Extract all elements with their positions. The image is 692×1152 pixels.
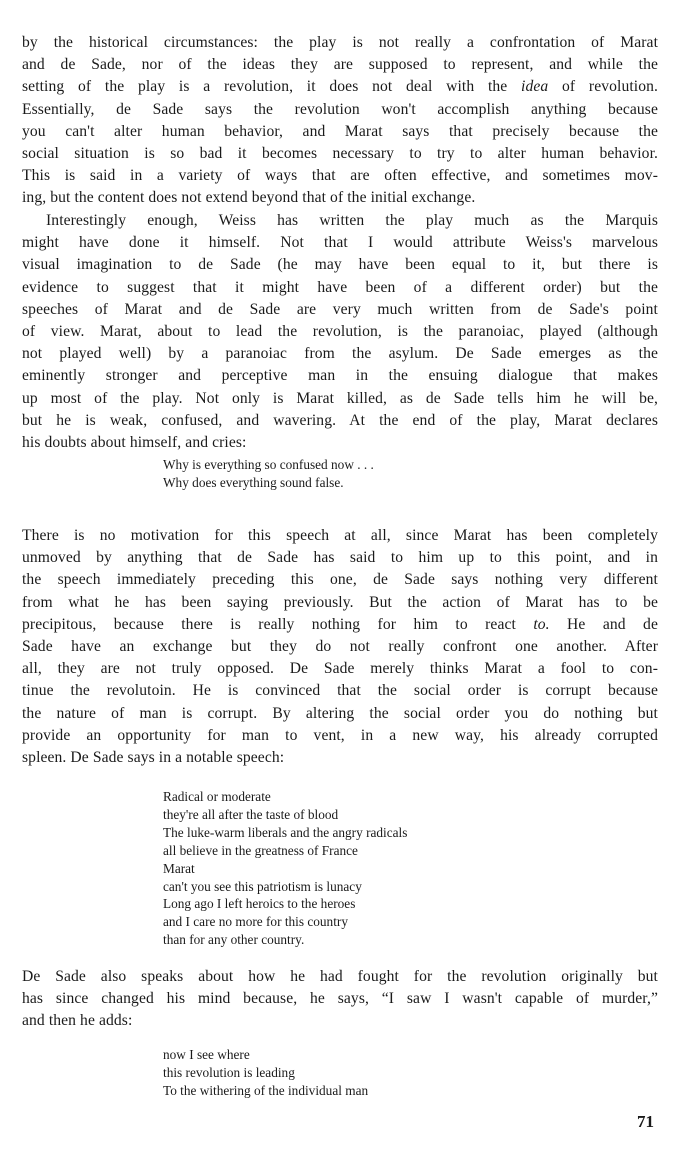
quote-line: Radical or moderate <box>163 789 271 804</box>
text-line: but he is weak, confused, and wavering. At the end of the play, Marat declares <box>22 411 658 429</box>
block-quote-1 <box>163 456 374 492</box>
text-line: from what he has been saying previously. But the action of Marat has to be <box>22 593 658 611</box>
text-line: and de Sade, nor of the ideas they are supposed to represent, and while the <box>22 56 658 74</box>
text-line: De Sade also speaks about how he had fought for the revolution originally but <box>22 968 658 985</box>
text-line: visual imagination to de Sade (he may have been equal to it, but there is <box>22 256 658 274</box>
quote-line: this revolution is leading <box>163 1064 295 1080</box>
text-line: has since changed his mind because, he says, “I saw I wasn't capable of murder,” <box>22 990 658 1008</box>
text-line: not played well) by a paranoiac from the asylum. De Sade emerges as the <box>22 345 658 363</box>
text-line: social situation is so bad it becomes necessary to try to alter human behavior. <box>22 145 658 163</box>
text-line: of view. Marat, about to lead the revolution, is the paranoiac, played (although <box>22 323 658 341</box>
text-line: unmoved by anything that de Sade has said to him up to this point, and in <box>22 549 658 567</box>
text-line: tinue the revolutoin. He is convinced that the social order is corrupt because <box>22 682 658 700</box>
quote-line: Marat <box>163 860 195 876</box>
block-quote-3 <box>163 1046 368 1100</box>
paragraph-4 <box>22 966 658 1033</box>
text-line: all, they are not truly opposed. De Sade merely thinks Marat a fool to con- <box>22 660 658 678</box>
quote-line: and I care no more for this country <box>163 914 348 930</box>
quote-line: Why does everything sound false. <box>163 474 344 490</box>
text-line: might have done it himself. Not that I would attribute Weiss's marvelous <box>22 234 658 252</box>
text-line: Sade have an exchange but they do not really confront one another. After <box>22 638 658 656</box>
paragraph-1 <box>22 32 658 210</box>
text-line: This is said in a variety of ways that are often effective, and sometimes mov- <box>22 167 658 185</box>
text-line: ing, but the content does not extend beyond that of the initial exchange. <box>22 189 476 207</box>
text-line: and then he adds: <box>22 1012 133 1030</box>
quote-line: Long ago I left heroics to the heroes <box>163 896 356 912</box>
text-line: There is no motivation for this speech at all, since Marat has been completely <box>22 527 658 544</box>
text-line: evidence to suggest that it might have been of a different order) but the <box>22 278 658 296</box>
quote-line: than for any other country. <box>163 932 305 948</box>
quote-line: To the withering of the individual man <box>163 1082 369 1098</box>
text-line: provide an opportunity for man to vent, in a new way, his already corrupted <box>22 726 658 744</box>
text-line: Interestingly enough, Weiss has written the play much as the Marquis <box>46 212 658 229</box>
quote-line: they're all after the taste of blood <box>163 806 339 822</box>
text-line: the nature of man is corrupt. By altering the social order you do nothing but <box>22 704 658 722</box>
text-line: setting of the play is a revolution, it does not deal with the idea of revolution. <box>22 78 658 96</box>
text-line: up most of the play. Not only is Marat killed, as de Sade tells him he will be, <box>22 389 658 407</box>
quote-line: now I see where <box>163 1047 250 1062</box>
quote-line: can't you see this patriotism is lunacy <box>163 878 362 894</box>
text-line: you can't alter human behavior, and Marat says that precisely because the <box>22 122 658 140</box>
quote-line: The luke-warm liberals and the angry radicals <box>163 824 408 840</box>
text-line: precipitous, because there is really nothing for him to react to. He and de <box>22 615 658 633</box>
text-line: speeches of Marat and de Sade are very much written from de Sade's point <box>22 300 658 318</box>
block-quote-2 <box>163 788 407 949</box>
text-line: spleen. De Sade says in a notable speech: <box>22 749 285 767</box>
paragraph-2 <box>22 210 658 454</box>
text-line: his doubts about himself, and cries: <box>22 434 247 452</box>
text-line: eminently stronger and perceptive man in the ensuing dialogue that makes <box>22 367 658 385</box>
page-number: 71 <box>637 1112 654 1131</box>
quote-line: Why is everything so confused now . . . <box>163 457 374 472</box>
quote-line: all believe in the greatness of France <box>163 842 358 858</box>
text-line: the speech immediately preceding this one, de Sade says nothing very different <box>22 571 658 589</box>
text-line: by the historical circumstances: the play is not really a confrontation of Marat <box>22 34 658 51</box>
text-line: Essentially, de Sade says the revolution won't accomplish anything because <box>22 100 658 118</box>
paragraph-3 <box>22 525 658 769</box>
